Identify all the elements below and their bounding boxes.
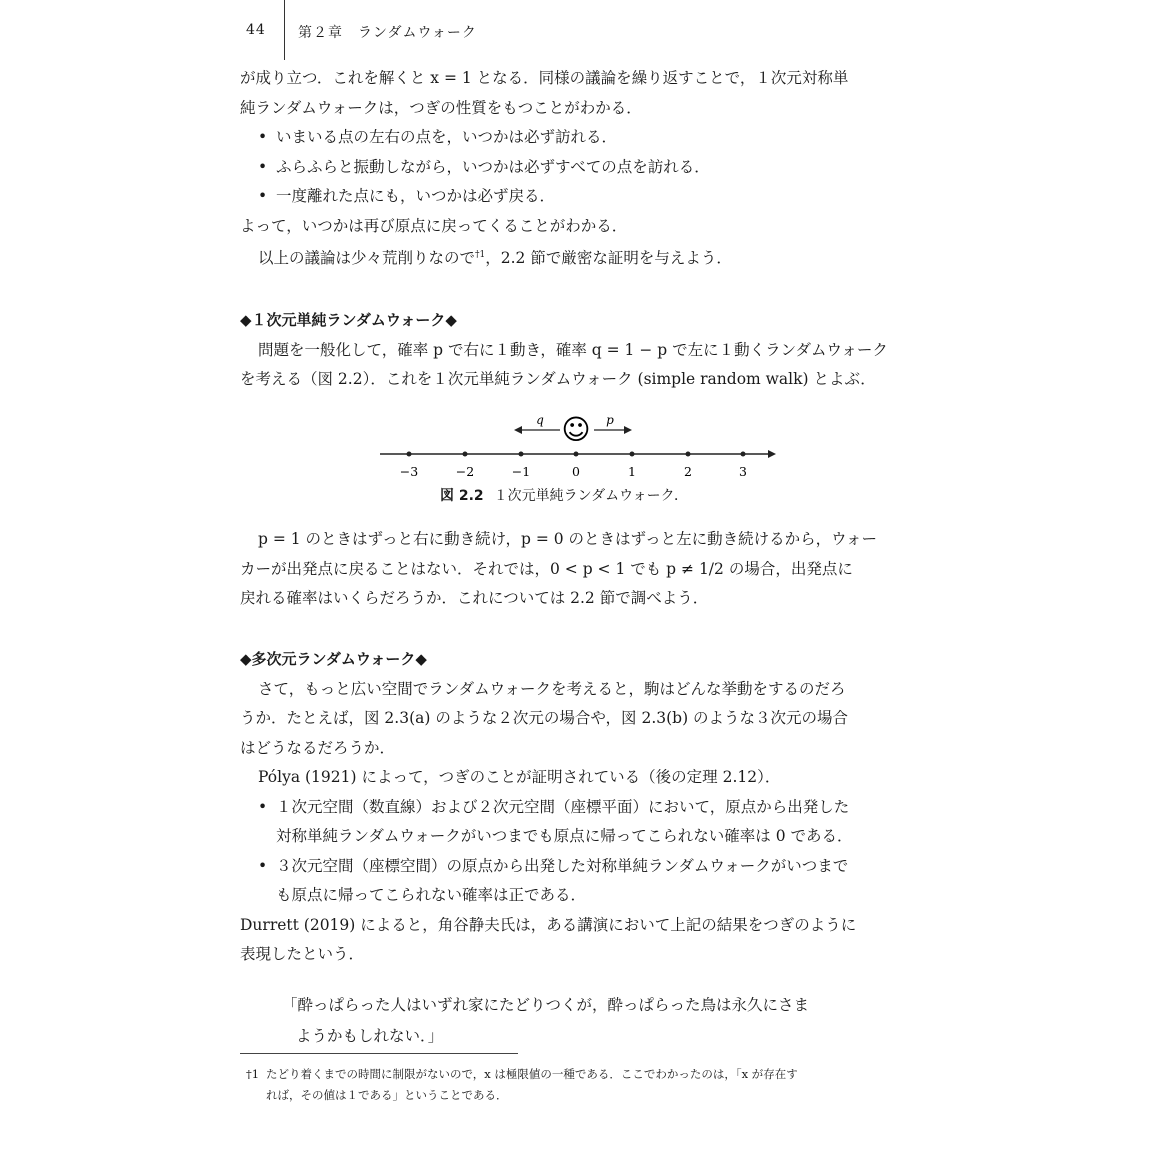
paragraph-line: 問題を一般化して，確率 p で右に１動き，確率 q = 1 − p で左に１動くランダムウォーク: [258, 340, 888, 359]
paragraph-line: はどうなるだろうか．: [240, 738, 396, 757]
tick-label: −3: [399, 464, 419, 479]
paragraph-line: を考える（図 2.2）．これを１次元単純ランダムウォーク (simple random walk) とよぶ．: [240, 370, 876, 388]
bullet-item: • １次元空間（数直線）および２次元空間（座標平面）において，原点から出発した: [240, 793, 920, 823]
paragraph-line: よって，いつかは再び原点に戻ってくることがわかる．: [240, 216, 628, 235]
tick-point: [686, 452, 691, 457]
right-arrow-head-icon: [624, 426, 632, 434]
tick-label: −2: [455, 464, 475, 479]
paragraph-line: p = 1 のときはずっと右に動き続け，p = 0 のときはずっと左に動き続けるから，ウォー: [258, 530, 878, 548]
bullet-dot-icon: •: [258, 128, 268, 146]
bullet-dot-icon: •: [258, 157, 268, 176]
footnote-divider: [240, 1053, 518, 1054]
paragraph-line: さて，もっと広い空間でランダムウォークを考えると，駒はどんな挙動をするのだろ: [258, 679, 846, 698]
left-arrow-head-icon: [514, 426, 522, 434]
bullet-dot-icon: •: [258, 187, 268, 205]
paragraph-line: カーが出発点に戻ることはない．それでは，0 < p < 1 でも p ≠ 1/2 の場合，出発点に: [240, 559, 853, 578]
bullet-item: • いまいる点の左右の点を，いつかは必ず訪れる．: [240, 123, 920, 153]
section-multidim: [240, 645, 920, 970]
tick-point: [519, 452, 524, 457]
tick-point: [574, 452, 579, 457]
page-number: 44: [246, 22, 266, 38]
footnote-ref[interactable]: †1: [475, 250, 486, 260]
bullet-continuation: 対称単純ランダムウォークがいつまでも原点に帰ってこられない確率は 0 である．: [276, 827, 853, 845]
tick-point: [630, 452, 635, 457]
paragraph-line: Durrett (2019) によると，角谷静夫氏は，ある講演において上記の結果をつぎのように: [240, 915, 857, 934]
quotation-block: [282, 990, 809, 1052]
walker-smiley-icon: ☺: [561, 413, 591, 446]
bullet-dot-icon: •: [258, 856, 268, 875]
tick-label: −1: [511, 464, 531, 479]
paragraph-line: 戻れる確率はいくらだろうか．これについては 2.2 節で調べよう．: [240, 589, 709, 607]
number-line-diagram: [370, 410, 780, 490]
bullet-item: • 一度離れた点にも，いつかは必ず戻る．: [240, 182, 920, 212]
footnote-line: †1 たどり着くまでの時間に制限がないので，x は極限値の一種である．ここでわかったのは，「x が存在す: [246, 1064, 926, 1085]
p-label: p: [606, 413, 614, 427]
tick-label: 2: [684, 464, 692, 479]
section-1d: [240, 306, 920, 395]
paragraph-line: 純ランダムウォークは，つぎの性質をもつことがわかる．: [240, 98, 642, 117]
bullet-item: • ３次元空間（座標空間）の原点から出発した対称単純ランダムウォークがいつまで: [240, 852, 920, 882]
bullet-item: • ふらふらと振動しながら，いつかは必ずすべての点を訪れる．: [240, 153, 920, 183]
figure-number: 図 2.2: [440, 488, 484, 504]
body-block-1: [240, 64, 920, 271]
section-heading: ◆多次元ランダムウォーク◆: [240, 650, 427, 668]
bullet-dot-icon: •: [258, 797, 268, 816]
footnote-line: れば，その値は１である」ということである．: [266, 1088, 508, 1102]
figure-caption: [440, 485, 688, 505]
tick-label: 3: [739, 464, 747, 479]
paragraph-line: Pólya (1921) によって，つぎのことが証明されている（後の定理 2.12）．: [258, 768, 781, 786]
chapter-title: 第２章 ランダムウォーク: [298, 25, 477, 41]
paragraph-line: 以上の議論は少々荒削りなので$^{\dagger 1}$，2.2 節で厳密な証明を与えよう．: [258, 249, 732, 268]
footnote-mark: †1: [246, 1067, 260, 1081]
header-divider: [284, 0, 285, 60]
paragraph-line: うか．たとえば，図 2.3(a) のような２次元の場合や，図 2.3(b) のような３次元の場合: [240, 709, 849, 727]
footnote: [246, 1064, 926, 1106]
q-label: q: [536, 413, 544, 427]
body-block-2: [240, 525, 920, 614]
quote-line: 「酔っぱらった人はいずれ家にたどりつくが，酔っぱらった鳥は永久にさま: [282, 996, 810, 1014]
tick-point: [463, 452, 468, 457]
quote-line: ようかもしれない．」: [296, 1027, 444, 1045]
tick-label: 0: [572, 464, 580, 479]
figure-caption-text: １次元単純ランダムウォーク．: [493, 488, 689, 504]
bullet-continuation: も原点に帰ってこられない確率は正である．: [276, 886, 587, 904]
paragraph-line: が成り立つ．これを解くと x = 1 となる．同様の議論を繰り返すことで，１次元対称単: [240, 69, 849, 87]
tick-point: [407, 452, 412, 457]
paragraph-line: 表現したという．: [240, 945, 365, 963]
tick-label: 1: [628, 464, 636, 479]
tick-point: [741, 452, 746, 457]
section-heading: ◆１次元単純ランダムウォーク◆: [240, 311, 457, 329]
